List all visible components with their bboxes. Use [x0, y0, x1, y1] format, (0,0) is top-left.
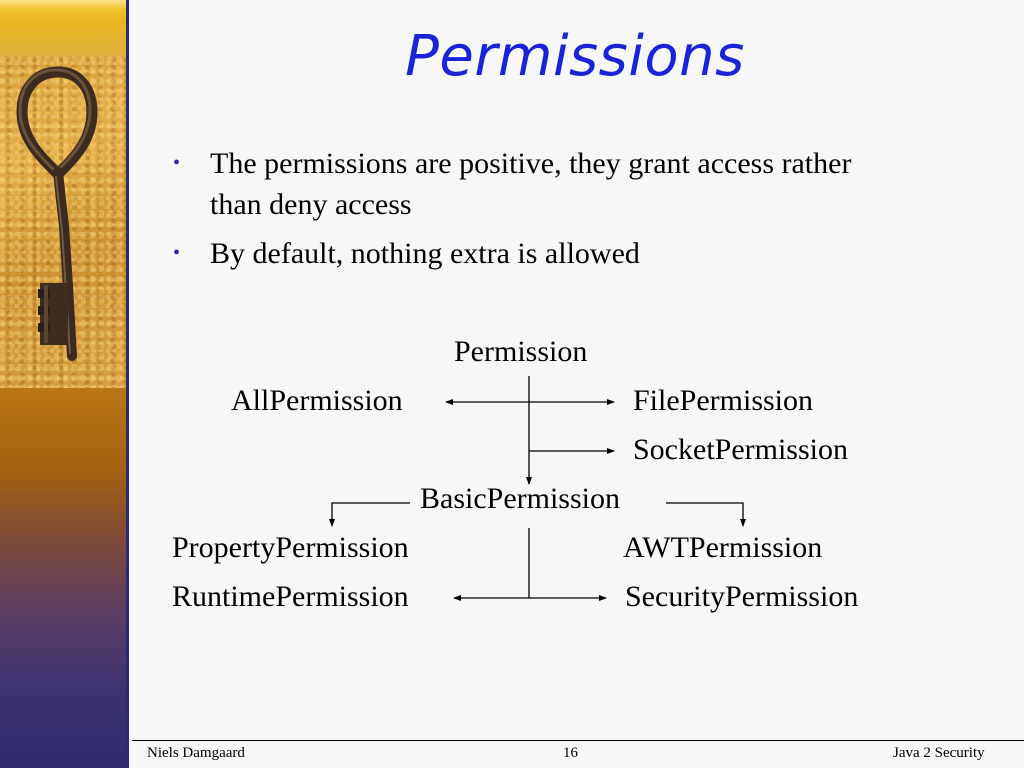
connector-to-awtpermission	[666, 503, 743, 526]
node-runtimepermission: RuntimePermission	[172, 580, 409, 613]
bullet-text: The permissions are positive, they grant access rather than deny access	[210, 147, 852, 221]
node-allpermission: AllPermission	[231, 384, 403, 417]
node-filepermission: FilePermission	[633, 384, 814, 417]
bullet-icon: •	[173, 152, 181, 174]
node-permission: Permission	[454, 335, 588, 368]
footer-author: Niels Damgaard	[147, 745, 245, 761]
node-socketpermission: SocketPermission	[633, 433, 848, 466]
footer-topic: Java 2 Security	[893, 745, 985, 761]
slide-title: Permissions	[405, 24, 745, 89]
footer-page-number: 16	[563, 745, 578, 761]
node-propertypermission: PropertyPermission	[172, 531, 409, 564]
node-basicpermission: BasicPermission	[420, 482, 620, 515]
footer-divider	[132, 740, 1024, 741]
node-awtpermission: AWTPermission	[623, 531, 823, 564]
bullet-text: By default, nothing extra is allowed	[210, 237, 640, 270]
connector-to-propertypermission	[332, 503, 410, 526]
node-securitypermission: SecurityPermission	[625, 580, 859, 613]
bullet-icon: •	[173, 242, 181, 264]
